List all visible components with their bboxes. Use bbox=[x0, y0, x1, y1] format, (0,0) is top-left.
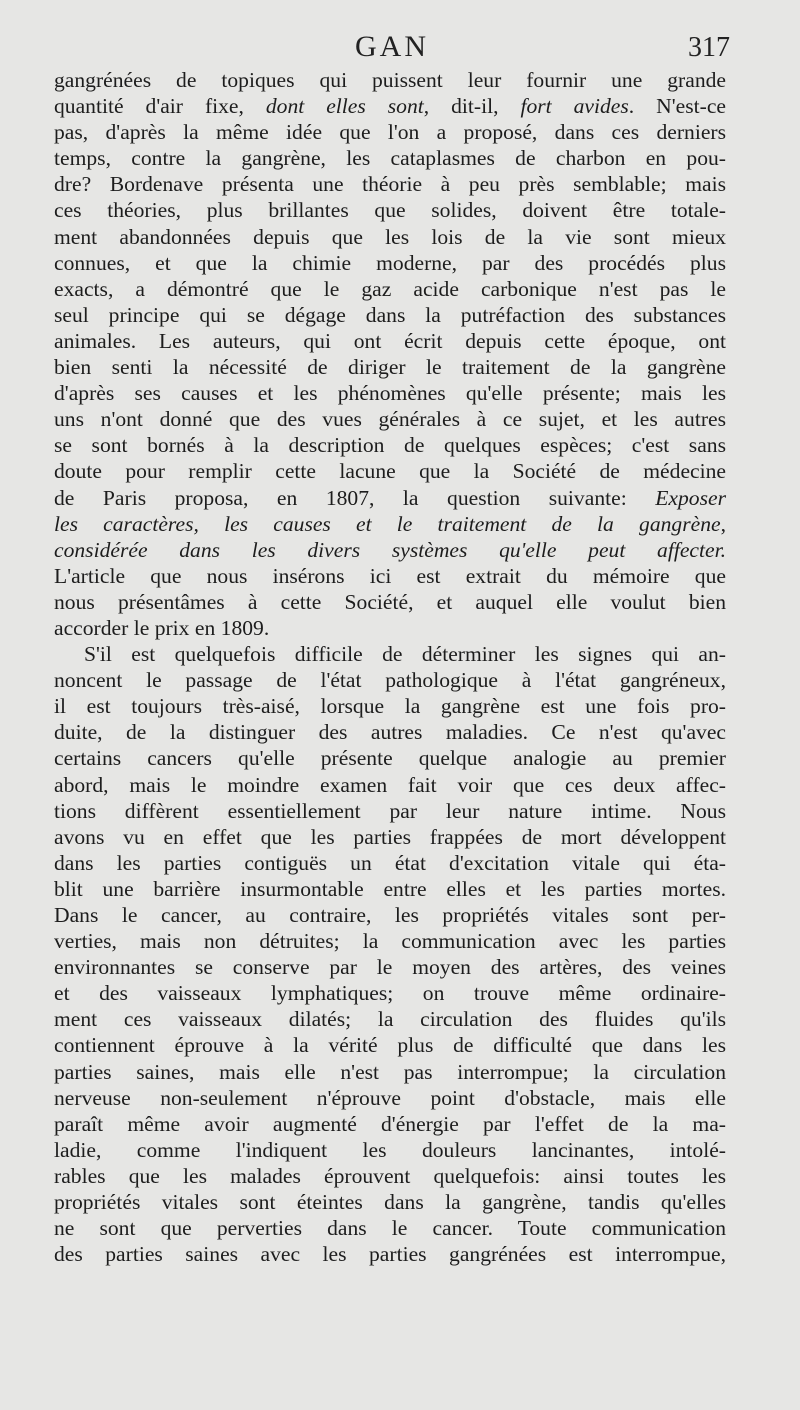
text-line: nerveuse non-seulement n'éprouve point d'obstacle, mais elle bbox=[54, 1085, 726, 1110]
text-line: nous présentâmes à cette Société, et auquel elle voulut bien bbox=[54, 589, 726, 614]
text-run: , dit-il, bbox=[423, 94, 521, 119]
text-line: ne sont que perverties dans le cancer. Toute communication bbox=[54, 1216, 726, 1241]
italic-run: Exposer bbox=[655, 485, 726, 510]
text-line: ment ces vaisseaux dilatés; la circulation des fluides qu'ils bbox=[54, 1007, 726, 1032]
text-run: de Paris proposa, en 1807, la question suivante: bbox=[54, 485, 656, 510]
text-line: ladie, comme l'indiquent les douleurs lancinantes, intolé- bbox=[54, 1137, 726, 1162]
italic-run: les caractères, les causes et le traitement de la gangrène bbox=[54, 511, 721, 536]
text-line: avons vu en effet que les parties frappées de mort développent bbox=[54, 824, 726, 849]
text-line: ces théories, plus brillantes que solides, doivent être totale- bbox=[54, 198, 726, 223]
running-head: GAN bbox=[355, 30, 429, 63]
text-line: bien senti la nécessité de diriger le traitement de la gangrène bbox=[54, 355, 726, 380]
italic-run: dont elles sont bbox=[265, 94, 424, 119]
text-line: Dans le cancer, au contraire, les propriétés vitales sont per- bbox=[54, 903, 726, 927]
text-line: dans les parties contiguës un état d'excitation vitale qui éta- bbox=[54, 850, 726, 875]
text-line: seul principe qui se dégage dans la putréfaction des substances bbox=[54, 302, 726, 327]
text-line: temps, contre la gangrène, les cataplasmes de charbon en pou- bbox=[54, 146, 726, 171]
italic-run: fort avides bbox=[520, 94, 629, 119]
text-line: parties saines, mais elle n'est pas interrompue; la circulation bbox=[54, 1059, 726, 1084]
text-line: blit une barrière insurmontable entre elles et les parties mortes. bbox=[54, 876, 726, 901]
text-line: contiennent éprouve à la vérité plus de difficulté que dans les bbox=[54, 1033, 726, 1058]
text-line: propriétés vitales sont éteintes dans la gangrène, tandis qu'elles bbox=[54, 1190, 726, 1215]
text-line: dre? Bordenave présenta une théorie à peu près semblable; mais bbox=[54, 172, 726, 197]
text-run: . N'est-ce bbox=[628, 94, 726, 119]
text-line: d'après ses causes et les phénomènes qu'elle présente; mais les bbox=[54, 381, 726, 406]
text-line: pas, d'après la même idée que l'on a proposé, dans ces derniers bbox=[54, 120, 726, 145]
text-line: abord, mais le moindre examen fait voir que ces deux affec- bbox=[54, 772, 726, 797]
text-line: rables que les malades éprouvent quelquefois: ainsi toutes les bbox=[54, 1163, 726, 1188]
page-number: 317 bbox=[688, 32, 730, 63]
text-line: et des vaisseaux lymphatiques; on trouve même ordinaire- bbox=[54, 981, 726, 1006]
text-line: exacts, a démontré que le gaz acide carbonique n'est pas le bbox=[54, 276, 726, 301]
text-line: des parties saines avec les parties gangrénées est interrompue, bbox=[54, 1242, 726, 1267]
text-line: considérée dans les divers systèmes qu'elle peut affecter. bbox=[54, 537, 726, 562]
text-line: environnantes se conserve par le moyen des artères, des veines bbox=[54, 955, 726, 980]
text-line: se sont bornés à la description de quelques espèces; c'est sans bbox=[54, 433, 726, 458]
text-line: verties, mais non détruites; la communication avec les parties bbox=[54, 929, 726, 954]
text-line: certains cancers qu'elle présente quelque analogie au premier bbox=[54, 746, 726, 771]
text-line bbox=[54, 93, 726, 119]
text-line: uns n'ont donné que des vues générales à ce sujet, et les autres bbox=[54, 407, 726, 432]
text-line bbox=[54, 485, 726, 511]
text-line: paraît même avoir augmenté d'énergie par l'effet de la ma- bbox=[54, 1111, 726, 1136]
text-line: duite, de la distinguer des autres maladies. Ce n'est qu'avec bbox=[54, 720, 726, 745]
text-line: S'il est quelquefois difficile de déterminer les signes qui an- bbox=[84, 642, 726, 667]
text-line: accorder le prix en 1809. bbox=[54, 615, 270, 640]
text-line: animales. Les auteurs, qui ont écrit depuis cette époque, ont bbox=[54, 328, 726, 353]
text-run: , bbox=[720, 511, 726, 536]
text-line: connues, et que la chimie moderne, par des procédés plus bbox=[54, 250, 726, 275]
text-line: ment abandonnées depuis que les lois de la vie sont mieux bbox=[54, 224, 726, 249]
text-line bbox=[54, 511, 726, 537]
text-line: L'article que nous insérons ici est extrait du mémoire que bbox=[54, 563, 726, 588]
text-run: quantité d'air fixe, bbox=[54, 94, 266, 119]
text-line: noncent le passage de l'état pathologique à l'état gangréneux, bbox=[54, 668, 726, 693]
body-text bbox=[54, 67, 726, 1267]
page-header bbox=[54, 30, 730, 70]
text-line: doute pour remplir cette lacune que la Société de médecine bbox=[54, 459, 726, 484]
text-line: tions diffèrent essentiellement par leur nature intime. Nous bbox=[54, 798, 726, 823]
text-line: il est toujours très-aisé, lorsque la gangrène est une fois pro- bbox=[54, 694, 726, 719]
text-line: gangrénées de topiques qui puissent leur fournir une grande bbox=[54, 68, 726, 92]
